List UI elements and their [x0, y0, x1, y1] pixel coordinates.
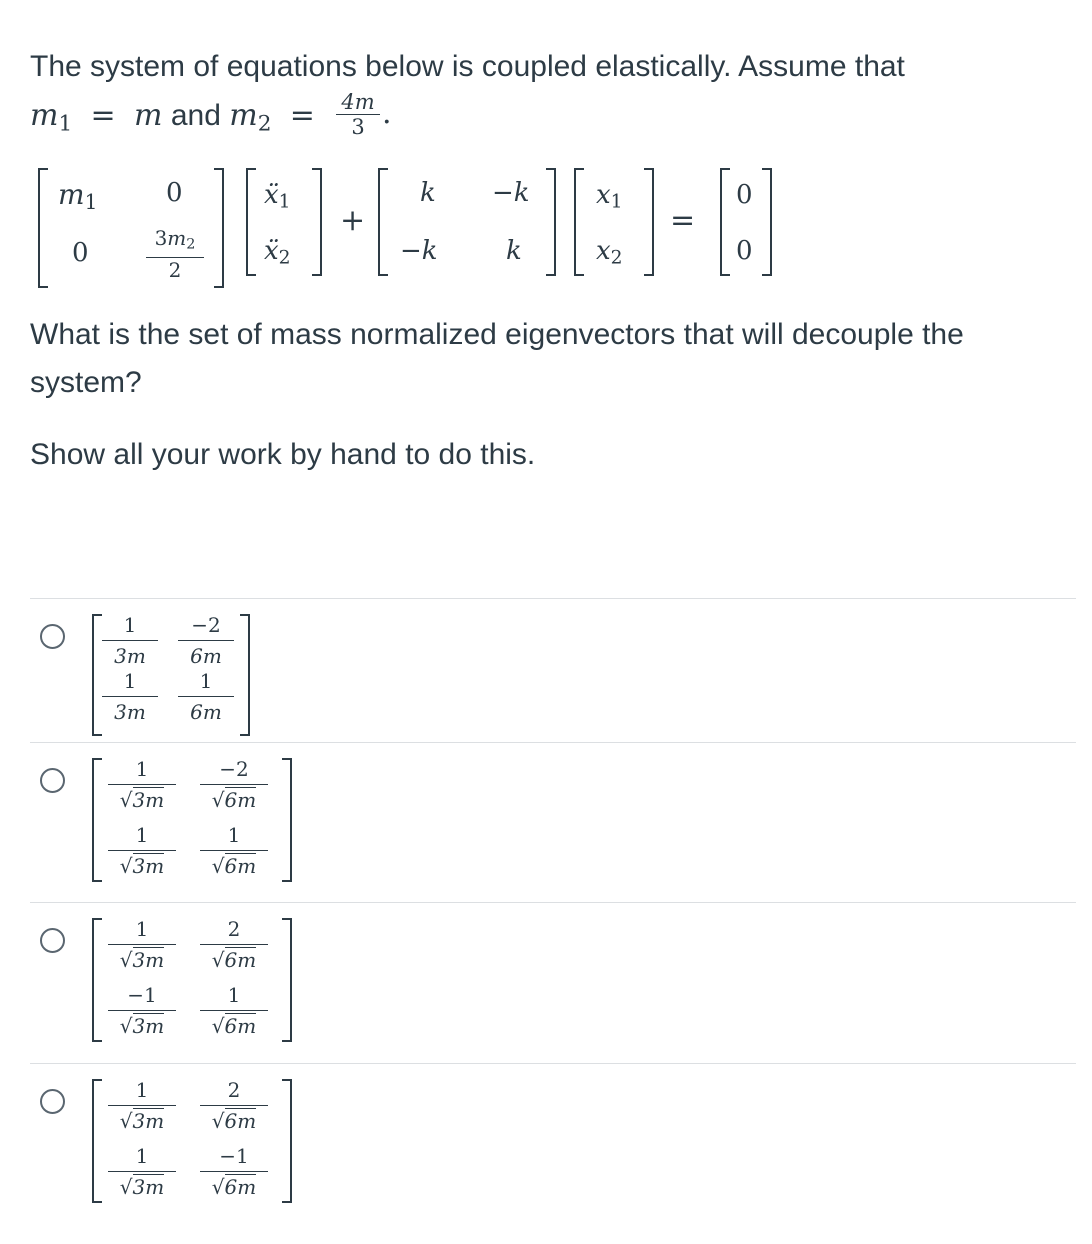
answer-option-c[interactable]: [0, 902, 1092, 1063]
stiffness-a21: −k: [400, 236, 438, 266]
disp-left-bracket: [574, 168, 584, 276]
option-b-cell-1-1: 1 √3m: [108, 756, 176, 813]
option-a-radio[interactable]: [40, 624, 65, 649]
option-c-cell-1-2: 2 √6m: [200, 916, 268, 973]
option-d-left-bracket: [92, 1079, 102, 1203]
option-a-left-bracket: [92, 614, 102, 736]
option-b-cell-2-1: 1 √3m: [108, 822, 176, 879]
rhs-0-2: 0: [736, 236, 753, 266]
option-c-right-bracket: [282, 918, 292, 1042]
instruction-text: Show all your work by hand to do this.: [30, 438, 536, 471]
option-b-left-bracket: [92, 758, 102, 882]
option-c-radio[interactable]: [40, 928, 65, 953]
plus-sign: +: [340, 203, 366, 238]
option-a-cell-2-1: 1 3m: [102, 668, 158, 725]
accel-right-bracket: [312, 168, 322, 276]
option-b-right-bracket: [282, 758, 292, 882]
option-d-cell-2-2: −1 √6m: [200, 1143, 268, 1200]
accel-left-bracket: [246, 168, 256, 276]
mass-assumption: [30, 92, 325, 148]
and-word: and: [170, 99, 221, 132]
option-d-right-bracket: [282, 1079, 292, 1203]
option-b-radio[interactable]: [40, 768, 65, 793]
disp-x2: $x_2$: [596, 236, 623, 269]
option-b-cell-1-2: −2 √6m: [200, 756, 268, 813]
accel-x2: ẍ$_2$: [264, 236, 291, 269]
rhs-0-1: 0: [736, 180, 753, 210]
equals-sign: =: [670, 203, 696, 238]
mass-a12: 0: [166, 178, 183, 208]
accel-x1: ẍ$_1$: [264, 180, 291, 213]
option-d-cell-1-2: 2 √6m: [200, 1077, 268, 1134]
m1-symbol: $m_1$: [30, 98, 73, 137]
mass-matrix-left-bracket: [38, 168, 48, 288]
answer-option-b[interactable]: [0, 742, 1092, 902]
question-intro: The system of equations below is coupled elastically. Assume that: [30, 50, 905, 83]
stiffness-a22: k: [506, 236, 522, 266]
mass-a22-fraction: $3m_2$ 2: [146, 226, 204, 282]
stiffness-a12: −k: [492, 178, 530, 208]
option-d-cell-1-1: 1 √3m: [108, 1077, 176, 1134]
mass-m1: $m_1$: [58, 178, 98, 215]
option-d-cell-2-1: 1 √3m: [108, 1143, 176, 1200]
period: .: [382, 96, 392, 131]
m-symbol: m: [134, 98, 163, 133]
option-a-cell-1-2: −2 6m: [178, 612, 234, 669]
stiffness-a11: k: [420, 178, 436, 208]
option-c-cell-2-2: 1 √6m: [200, 982, 268, 1039]
option-c-cell-2-1: −1 √3m: [108, 982, 176, 1039]
equals-sign: =: [289, 98, 315, 133]
rhs-right-bracket: [762, 168, 772, 276]
question-line-2: system?: [30, 366, 142, 399]
answer-option-a[interactable]: [0, 598, 1092, 742]
option-a-right-bracket: [240, 614, 250, 736]
answer-option-d[interactable]: [0, 1063, 1092, 1230]
option-a-cell-1-1: 1 3m: [102, 612, 158, 669]
rhs-left-bracket: [720, 168, 730, 276]
option-d-radio[interactable]: [40, 1089, 65, 1114]
mass-matrix-right-bracket: [214, 168, 224, 288]
equals-sign: =: [90, 98, 116, 133]
disp-x1: $x_1$: [596, 180, 623, 213]
m2-value-fraction: 4m 3: [336, 90, 380, 139]
m2-symbol: $m_2$: [229, 98, 272, 137]
question-line-1: What is the set of mass normalized eigenvectors that will decouple the: [30, 318, 964, 351]
option-c-left-bracket: [92, 918, 102, 1042]
option-c-cell-1-1: 1 √3m: [108, 916, 176, 973]
stiffness-left-bracket: [378, 168, 388, 276]
disp-right-bracket: [644, 168, 654, 276]
stiffness-right-bracket: [546, 168, 556, 276]
option-b-cell-2-2: 1 √6m: [200, 822, 268, 879]
mass-a21: 0: [72, 238, 89, 268]
option-a-cell-2-2: 1 6m: [178, 668, 234, 725]
